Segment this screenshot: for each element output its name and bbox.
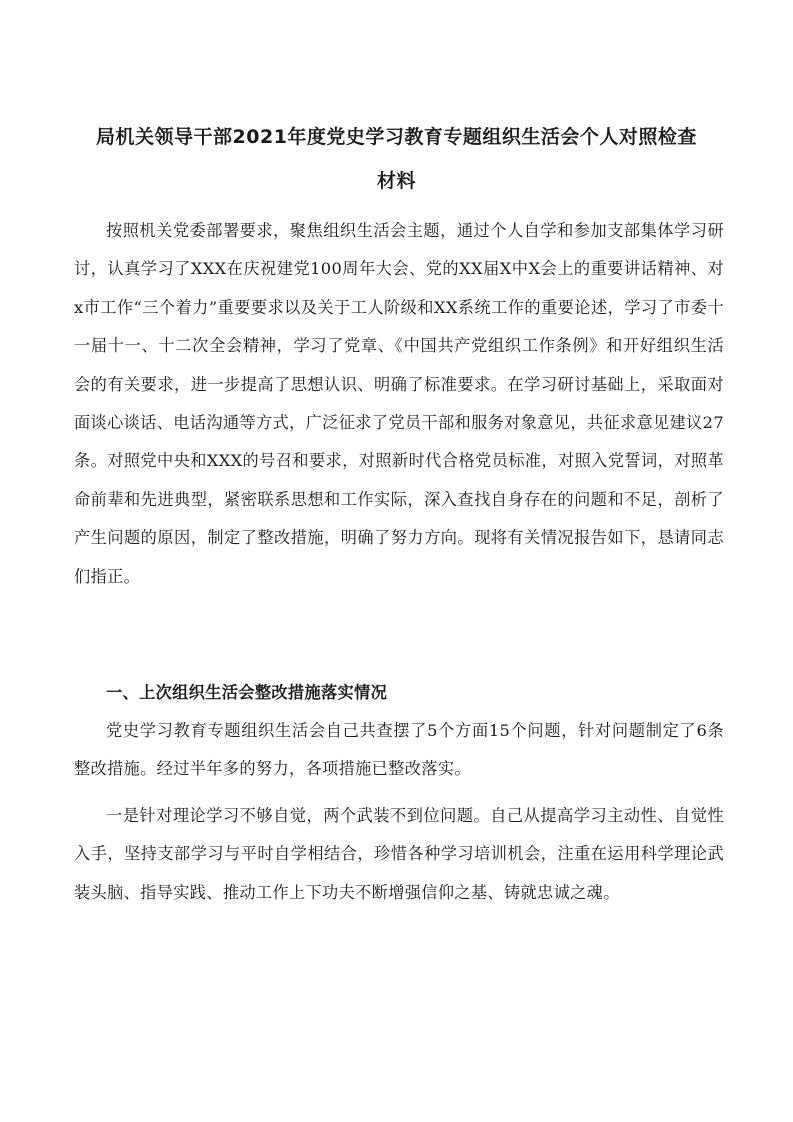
section-1-paragraph-2-container — [74, 797, 724, 912]
section-1-paragraph-1-container — [74, 712, 724, 789]
intro-paragraph: 按照机关党委部署要求，聚焦组织生活会主题，通过个人自学和参加支部集体学习研讨，认真学习了XXX在庆祝建党100周年大会、党的XX届X中X会上的重要讲话精神、对x市工作“三个着力”重要要求以及关于工人阶级和XX系统工作的重要论述，学习了市委十一届十一、十二次全会精神，学习了党章、《中国共产党组织工作条例》和开好组织生活会的有关要求，进一步提高了思想认识、明确了标准要求。在学习研讨基础上，采取面对面谈心谈话、电话沟通等方式，广泛征求了党员干部和服务对象意见，共征求意见建议27条。对照党中央和XXX的号召和要求，对照新时代合格党员标准，对照入党誓词，对照革命前辈和先进典型，紧密联系思想和工作实际，深入查找自身存在的问题和不足，剖析了产生问题的原因，制定了整改措施，明确了努力方向。现将有关情况报告如下，恳请同志们指正。 — [74, 221, 724, 586]
document-title-line-1: 局机关领导干部2021年度党史学习教育专题组织生活会个人对照检查 — [96, 126, 697, 148]
section-1-heading-container — [74, 674, 724, 712]
document-title-line-2: 材料 — [376, 170, 416, 192]
section-1-paragraph-1: 党史学习教育专题组织生活会自己共查摆了5个方面15个问题，针对问题制定了6条整改措施。经过半年多的努力，各项措施已整改落实。 — [74, 721, 724, 779]
section-1-heading: 一、上次组织生活会整改措施落实情况 — [106, 683, 388, 702]
section-1-paragraph-2: 一是针对理论学习不够自觉，两个武装不到位问题。自己从提高学习主动性、自觉性入手，坚持支部学习与平时自学相结合，珍惜各种学习培训机会，注重在运用科学理论武装头脑、指导实践、推动工作上下功夫不断增强信仰之基、铸就忠诚之魂。 — [74, 806, 724, 902]
intro-paragraph-container — [74, 212, 724, 596]
